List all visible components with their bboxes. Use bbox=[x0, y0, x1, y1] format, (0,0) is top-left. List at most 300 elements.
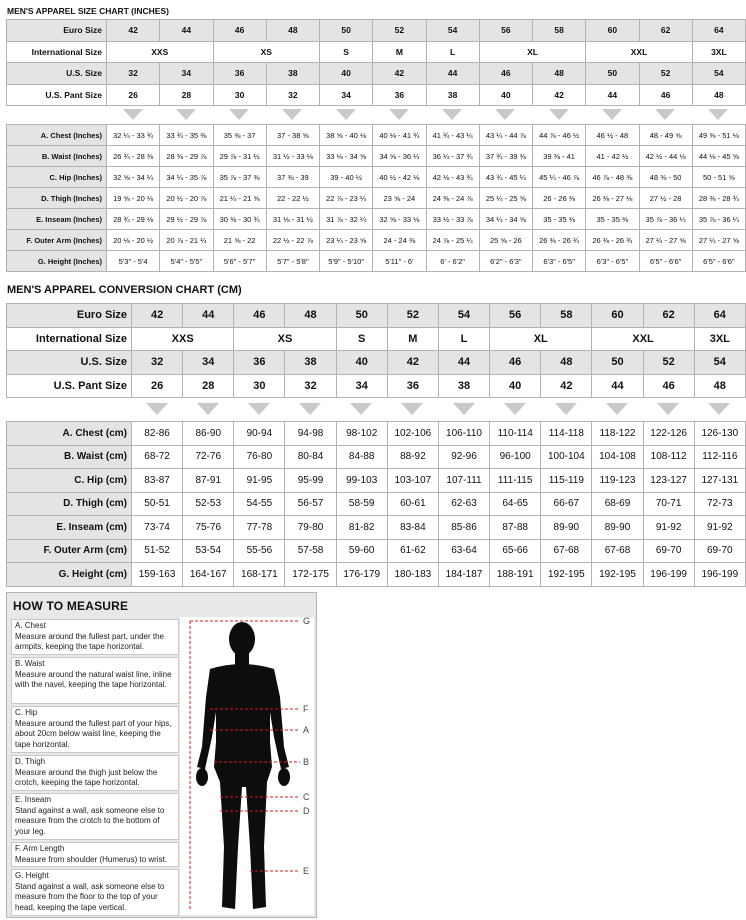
size-cell: S bbox=[320, 41, 373, 63]
measure-cell: 43 ¼ - 44 ⅞ bbox=[479, 125, 532, 146]
size-cell: 46 bbox=[479, 63, 532, 85]
measure-cell: 123-127 bbox=[643, 469, 694, 493]
row-label: International Size bbox=[7, 41, 107, 63]
measure-row bbox=[7, 188, 746, 209]
measure-cell: 67-68 bbox=[592, 539, 643, 563]
measure-instruction bbox=[11, 869, 179, 916]
measure-cell: 37 - 38 ⅝ bbox=[266, 125, 319, 146]
size-cell: 30 bbox=[234, 374, 285, 398]
row-label: D. Thigh (Inches) bbox=[7, 188, 107, 209]
measure-cell: 180-183 bbox=[387, 563, 438, 587]
measure-cell: 184-187 bbox=[438, 563, 489, 587]
down-arrow-icon bbox=[336, 402, 387, 416]
size-cell: 32 bbox=[132, 351, 183, 375]
size-cell: 54 bbox=[694, 351, 745, 375]
row-label: F. Outer Arm (Inches) bbox=[7, 230, 107, 251]
inch-measure-table bbox=[6, 124, 746, 272]
row-label: Euro Size bbox=[7, 304, 132, 328]
measure-cell: 91-92 bbox=[694, 516, 745, 540]
size-cell: 46 bbox=[234, 304, 285, 328]
row-label: G. Height (Inches) bbox=[7, 251, 107, 272]
size-cell: 34 bbox=[160, 63, 213, 85]
measure-cell: 35 ⅞ - 36 ¼ bbox=[639, 209, 692, 230]
size-cell: 50 bbox=[336, 304, 387, 328]
size-row bbox=[7, 327, 746, 351]
size-row bbox=[7, 84, 746, 106]
measure-cell: 49 ⅝ - 51 ⅛ bbox=[692, 125, 745, 146]
measure-cell: 90-94 bbox=[234, 422, 285, 446]
measure-cell: 112-116 bbox=[694, 445, 745, 469]
down-arrow-icon bbox=[585, 107, 638, 121]
measure-cell: 106-110 bbox=[438, 422, 489, 446]
size-cell: 54 bbox=[692, 63, 745, 85]
measure-cell: 24 ⅞ - 25 ¼ bbox=[426, 230, 479, 251]
measure-cell: 46 ⅞ - 48 ⅜ bbox=[586, 167, 639, 188]
size-cell: 44 bbox=[426, 63, 479, 85]
size-cell: 32 bbox=[266, 84, 319, 106]
size-cell: 40 bbox=[479, 84, 532, 106]
measure-cell: 72-73 bbox=[694, 492, 745, 516]
measure-cell: 5'11" - 6' bbox=[373, 251, 426, 272]
measure-cell: 26 ⅜ - 26 ¾ bbox=[533, 230, 586, 251]
measure-cell: 27 ¼ - 27 ⅝ bbox=[639, 230, 692, 251]
size-cell: 56 bbox=[490, 304, 541, 328]
size-cell: 42 bbox=[541, 374, 592, 398]
measure-cell: 31 ½ - 33 ⅛ bbox=[266, 146, 319, 167]
size-cell: 38 bbox=[438, 374, 489, 398]
measure-cell: 80-84 bbox=[285, 445, 336, 469]
measure-cell: 26 - 26 ⅜ bbox=[533, 188, 586, 209]
size-cell: 48 bbox=[541, 351, 592, 375]
size-cell: 54 bbox=[426, 20, 479, 42]
measure-row bbox=[7, 516, 746, 540]
size-row bbox=[7, 63, 746, 85]
down-arrow-icon bbox=[387, 402, 438, 416]
down-arrow-icon bbox=[106, 107, 159, 121]
size-cell: XS bbox=[213, 41, 320, 63]
size-cell: 42 bbox=[132, 304, 183, 328]
measure-cell: 48 ⅜ - 50 bbox=[639, 167, 692, 188]
measure-cell: 20 ⅛ - 20 ½ bbox=[107, 230, 160, 251]
measure-cell: 6'3" - 6'5" bbox=[533, 251, 586, 272]
size-cell: 46 bbox=[213, 20, 266, 42]
measure-cell: 28 ⅜ - 29 ⅞ bbox=[160, 146, 213, 167]
measure-row bbox=[7, 469, 746, 493]
measure-cell: 159-163 bbox=[132, 563, 183, 587]
down-arrow-icon bbox=[266, 107, 319, 121]
size-cell: L bbox=[438, 327, 489, 351]
size-cell: 44 bbox=[438, 351, 489, 375]
row-label: B. Waist (cm) bbox=[7, 445, 132, 469]
measure-cell: 46 ½ - 48 bbox=[586, 125, 639, 146]
measure-cell: 63-64 bbox=[438, 539, 489, 563]
measure-cell: 40 ½ - 42 ⅛ bbox=[373, 167, 426, 188]
measure-cell: 118-122 bbox=[592, 422, 643, 446]
row-label: D. Thigh (cm) bbox=[7, 492, 132, 516]
size-cell: 56 bbox=[479, 20, 532, 42]
size-cell: XXS bbox=[107, 41, 214, 63]
measure-cell: 91-95 bbox=[234, 469, 285, 493]
down-arrow-icon bbox=[319, 107, 372, 121]
down-arrow-icon bbox=[540, 402, 591, 416]
size-cell: 32 bbox=[285, 374, 336, 398]
measure-cell: 27 ¼ - 27 ⅝ bbox=[692, 230, 745, 251]
measure-cell: 44 ⅛ - 45 ⅝ bbox=[692, 146, 745, 167]
size-cell: 28 bbox=[160, 84, 213, 106]
down-arrow-icon bbox=[639, 107, 692, 121]
measure-instructions bbox=[11, 619, 179, 918]
measure-cell: 25 ¼ - 25 ⅝ bbox=[479, 188, 532, 209]
measure-cell: 87-91 bbox=[183, 469, 234, 493]
down-arrow-icon bbox=[284, 402, 335, 416]
measure-cell: 107-111 bbox=[438, 469, 489, 493]
measure-cell: 43 ¾ - 45 ¼ bbox=[479, 167, 532, 188]
measure-cell: 50 - 51 ⅝ bbox=[692, 167, 745, 188]
measure-cell: 50-51 bbox=[132, 492, 183, 516]
measure-cell: 34 ¼ - 35 ⅞ bbox=[160, 167, 213, 188]
measure-cell: 24 - 24 ⅜ bbox=[373, 230, 426, 251]
measure-cell: 172-175 bbox=[285, 563, 336, 587]
measure-cell: 26 ¾ - 28 ⅜ bbox=[107, 146, 160, 167]
row-label: A. Chest (Inches) bbox=[7, 125, 107, 146]
size-cell: 44 bbox=[183, 304, 234, 328]
measure-cell: 114-118 bbox=[541, 422, 592, 446]
measure-cell: 34 ⅝ - 36 ¼ bbox=[373, 146, 426, 167]
size-cell: XXL bbox=[586, 41, 693, 63]
size-cell: 32 bbox=[107, 63, 160, 85]
measure-cell: 168-171 bbox=[234, 563, 285, 587]
measure-cell: 20 ½ - 20 ⅞ bbox=[160, 188, 213, 209]
measure-cell: 32 ¼ - 33 ¾ bbox=[107, 125, 160, 146]
measure-cell: 61-62 bbox=[387, 539, 438, 563]
measure-cell: 188-191 bbox=[490, 563, 541, 587]
size-cell: 42 bbox=[107, 20, 160, 42]
measure-cell: 56-57 bbox=[285, 492, 336, 516]
measure-cell: 73-74 bbox=[132, 516, 183, 540]
measure-heading: A. Chest bbox=[15, 621, 46, 630]
measure-cell: 196-199 bbox=[694, 563, 745, 587]
row-label: C. Hip (Inches) bbox=[7, 167, 107, 188]
measure-cell: 196-199 bbox=[643, 563, 694, 587]
measure-cell: 40 ⅛ - 41 ¾ bbox=[373, 125, 426, 146]
measure-cell: 33 ⅛ - 34 ⅝ bbox=[320, 146, 373, 167]
measure-cell: 115-119 bbox=[541, 469, 592, 493]
measure-text: Measure from shoulder (Humerus) to wrist. bbox=[15, 854, 168, 864]
down-arrow-icon bbox=[159, 107, 212, 121]
size-cell: XL bbox=[490, 327, 592, 351]
measure-cell: 68-72 bbox=[132, 445, 183, 469]
measure-row bbox=[7, 251, 746, 272]
size-row bbox=[7, 41, 746, 63]
measure-cell: 89-90 bbox=[541, 516, 592, 540]
measure-cell: 89-90 bbox=[592, 516, 643, 540]
measure-instruction bbox=[11, 793, 179, 840]
cm-size-table bbox=[6, 303, 746, 398]
measure-instruction bbox=[11, 842, 179, 867]
size-cell: 48 bbox=[266, 20, 319, 42]
size-cell: 26 bbox=[132, 374, 183, 398]
size-cell: 38 bbox=[426, 84, 479, 106]
measure-cell: 20 ⅞ - 21 ¼ bbox=[160, 230, 213, 251]
size-cell: 42 bbox=[387, 351, 438, 375]
size-row bbox=[7, 20, 746, 42]
down-arrow-icon bbox=[694, 402, 745, 416]
down-arrow-icon bbox=[233, 402, 284, 416]
size-row bbox=[7, 304, 746, 328]
measure-cell: 92-96 bbox=[438, 445, 489, 469]
measure-cell: 126-130 bbox=[694, 422, 745, 446]
measure-cell: 100-104 bbox=[541, 445, 592, 469]
size-cell: 34 bbox=[336, 374, 387, 398]
down-arrow-icon bbox=[643, 402, 694, 416]
size-row bbox=[7, 351, 746, 375]
measure-cell: 5'3" - 5'4 bbox=[107, 251, 160, 272]
row-label: International Size bbox=[7, 327, 132, 351]
measure-cell: 68-69 bbox=[592, 492, 643, 516]
measure-row bbox=[7, 230, 746, 251]
inch-arrow-row bbox=[106, 107, 745, 121]
measure-cell: 48 - 49 ⅝ bbox=[639, 125, 692, 146]
measure-cell: 164-167 bbox=[183, 563, 234, 587]
measure-cell: 37 ¾ - 39 ⅜ bbox=[479, 146, 532, 167]
measure-cell: 110-114 bbox=[490, 422, 541, 446]
measure-cell: 75-76 bbox=[183, 516, 234, 540]
measure-cell: 6'5" - 6'6" bbox=[639, 251, 692, 272]
measure-row bbox=[7, 125, 746, 146]
row-label: U.S. Size bbox=[7, 351, 132, 375]
measure-cell: 51-52 bbox=[132, 539, 183, 563]
measure-cell: 27 ½ - 28 bbox=[639, 188, 692, 209]
size-cell: S bbox=[336, 327, 387, 351]
measure-row bbox=[7, 539, 746, 563]
measure-cell: 85-86 bbox=[438, 516, 489, 540]
row-label: E. Inseam (Inches) bbox=[7, 209, 107, 230]
size-cell: 38 bbox=[285, 351, 336, 375]
measure-cell: 104-108 bbox=[592, 445, 643, 469]
measure-cell: 64-65 bbox=[490, 492, 541, 516]
size-cell: 42 bbox=[533, 84, 586, 106]
measure-cell: 5'4" - 5'5" bbox=[160, 251, 213, 272]
size-row bbox=[7, 374, 746, 398]
measure-cell: 31 ⅛ - 31 ½ bbox=[266, 209, 319, 230]
measure-cell: 102-106 bbox=[387, 422, 438, 446]
size-cell: XS bbox=[234, 327, 336, 351]
measure-heading: F. Arm Length bbox=[15, 844, 65, 853]
measure-cell: 84-88 bbox=[336, 445, 387, 469]
measure-cell: 60-61 bbox=[387, 492, 438, 516]
measure-text: Measure around the thigh just below the crotch, keeping the tape horizontal. bbox=[15, 767, 158, 787]
size-cell: 28 bbox=[183, 374, 234, 398]
measure-cell: 58-59 bbox=[336, 492, 387, 516]
inch-chart-title: MEN'S APPAREL SIZE CHART (INCHES) bbox=[7, 6, 169, 16]
size-cell: 62 bbox=[639, 20, 692, 42]
measure-label: G bbox=[303, 617, 311, 626]
measure-cell: 5'6" - 5'7" bbox=[213, 251, 266, 272]
measure-cell: 35 - 35 ⅜ bbox=[533, 209, 586, 230]
measure-cell: 98-102 bbox=[336, 422, 387, 446]
measure-text: Measure around the fullest part of your hips, about 20cm below waist line, keeping the tape horizontal. bbox=[15, 718, 172, 749]
measure-cell: 57-58 bbox=[285, 539, 336, 563]
row-label: C. Hip (cm) bbox=[7, 469, 132, 493]
measure-cell: 55-56 bbox=[234, 539, 285, 563]
measure-cell: 35 ⅞ - 36 ¼ bbox=[692, 209, 745, 230]
down-arrow-icon bbox=[438, 402, 489, 416]
size-cell: 58 bbox=[533, 20, 586, 42]
measure-instruction bbox=[11, 619, 179, 655]
measure-label: C bbox=[303, 792, 310, 802]
size-cell: M bbox=[387, 327, 438, 351]
size-cell: 62 bbox=[643, 304, 694, 328]
size-cell: L bbox=[426, 41, 479, 63]
measure-cell: 5'7" - 5'8" bbox=[266, 251, 319, 272]
measure-cell: 70-71 bbox=[643, 492, 694, 516]
size-cell: XL bbox=[479, 41, 586, 63]
measure-heading: G. Height bbox=[15, 871, 49, 880]
measure-cell: 83-84 bbox=[387, 516, 438, 540]
size-cell: 42 bbox=[373, 63, 426, 85]
measure-cell: 6'5" - 6'6" bbox=[692, 251, 745, 272]
measure-cell: 24 ⅜ - 24 ⅞ bbox=[426, 188, 479, 209]
row-label: A. Chest (cm) bbox=[7, 422, 132, 446]
measure-cell: 108-112 bbox=[643, 445, 694, 469]
size-cell: 36 bbox=[373, 84, 426, 106]
measure-cell: 35 - 35 ⅜ bbox=[586, 209, 639, 230]
row-label: E. Inseam (cm) bbox=[7, 516, 132, 540]
size-cell: 48 bbox=[285, 304, 336, 328]
measure-cell: 96-100 bbox=[490, 445, 541, 469]
measure-cell: 28 ¾ - 29 ⅛ bbox=[107, 209, 160, 230]
measure-text: Stand against a wall, ask someone else to measure from the floor to the top of your head, keeping the tape vertical. bbox=[15, 881, 165, 912]
size-cell: 3XL bbox=[694, 327, 745, 351]
measure-cell: 31 ⅞ - 32 ¼ bbox=[320, 209, 373, 230]
measure-cell: 52-53 bbox=[183, 492, 234, 516]
down-arrow-icon bbox=[182, 402, 233, 416]
measure-cell: 22 ⅞ - 23 ¼ bbox=[320, 188, 373, 209]
measure-cell: 23 ¼ - 23 ⅝ bbox=[320, 230, 373, 251]
size-cell: XXS bbox=[132, 327, 234, 351]
measure-instruction bbox=[11, 657, 179, 704]
size-cell: 44 bbox=[160, 20, 213, 42]
row-label: U.S. Size bbox=[7, 63, 107, 85]
size-cell: 52 bbox=[643, 351, 694, 375]
measure-cell: 82-86 bbox=[132, 422, 183, 446]
size-cell: 52 bbox=[387, 304, 438, 328]
measure-cell: 33 ½ - 33 ⅞ bbox=[426, 209, 479, 230]
measure-cell: 6' - 6'2" bbox=[426, 251, 479, 272]
size-cell: 40 bbox=[320, 63, 373, 85]
size-cell: 50 bbox=[592, 351, 643, 375]
measure-row bbox=[7, 209, 746, 230]
how-to-measure-title: HOW TO MEASURE bbox=[13, 599, 129, 613]
measure-cell: 72-76 bbox=[183, 445, 234, 469]
measure-cell: 42 ⅛ - 43 ¾ bbox=[426, 167, 479, 188]
measure-cell: 45 ¼ - 46 ⅞ bbox=[533, 167, 586, 188]
measure-cell: 30 ⅜ - 30 ¾ bbox=[213, 209, 266, 230]
measure-instruction bbox=[11, 755, 179, 791]
how-to-measure-panel bbox=[6, 592, 317, 918]
measure-cell: 176-179 bbox=[336, 563, 387, 587]
measure-cell: 66-67 bbox=[541, 492, 592, 516]
measure-cell: 39 ⅜ - 41 bbox=[533, 146, 586, 167]
measure-cell: 69-70 bbox=[643, 539, 694, 563]
down-arrow-icon bbox=[591, 402, 642, 416]
measure-heading: C. Hip bbox=[15, 708, 38, 717]
measure-cell: 34 ¼ - 34 ⅝ bbox=[479, 209, 532, 230]
measure-cell: 81-82 bbox=[336, 516, 387, 540]
measure-cell: 35 ⅜ - 37 bbox=[213, 125, 266, 146]
measure-cell: 38 ⅝ - 40 ⅛ bbox=[320, 125, 373, 146]
measure-cell: 32 ⅝ - 33 ⅛ bbox=[373, 209, 426, 230]
measure-cell: 39 - 40 ½ bbox=[320, 167, 373, 188]
measure-cell: 86-90 bbox=[183, 422, 234, 446]
size-cell: 38 bbox=[266, 63, 319, 85]
measure-cell: 62-63 bbox=[438, 492, 489, 516]
size-cell: 60 bbox=[592, 304, 643, 328]
measure-row bbox=[7, 445, 746, 469]
measure-cell: 42 ½ - 44 ⅛ bbox=[639, 146, 692, 167]
size-cell: 54 bbox=[438, 304, 489, 328]
measure-cell: 77-78 bbox=[234, 516, 285, 540]
measure-cell: 5'9" - 5'10" bbox=[320, 251, 373, 272]
measure-cell: 76-80 bbox=[234, 445, 285, 469]
measure-row bbox=[7, 563, 746, 587]
measure-cell: 79-80 bbox=[285, 516, 336, 540]
measure-cell: 88-92 bbox=[387, 445, 438, 469]
measure-label: D bbox=[303, 806, 310, 816]
size-cell: 58 bbox=[541, 304, 592, 328]
size-cell: 46 bbox=[490, 351, 541, 375]
measure-cell: 32 ⅝ - 34 ¼ bbox=[107, 167, 160, 188]
measure-cell: 54-55 bbox=[234, 492, 285, 516]
measure-cell: 35 ⅞ - 37 ⅜ bbox=[213, 167, 266, 188]
measure-cell: 53-54 bbox=[183, 539, 234, 563]
size-cell: 3XL bbox=[692, 41, 745, 63]
row-label: G. Height (cm) bbox=[7, 563, 132, 587]
measure-heading: E. Inseam bbox=[15, 795, 52, 804]
down-arrow-icon bbox=[489, 402, 540, 416]
size-cell: 46 bbox=[643, 374, 694, 398]
row-label: U.S. Pant Size bbox=[7, 84, 107, 106]
measure-cell: 41 ¾ - 43 ¼ bbox=[426, 125, 479, 146]
down-arrow-icon bbox=[692, 107, 745, 121]
size-cell: 48 bbox=[692, 84, 745, 106]
size-cell: 36 bbox=[387, 374, 438, 398]
measure-cell: 94-98 bbox=[285, 422, 336, 446]
size-cell: 50 bbox=[586, 63, 639, 85]
measure-text: Measure around the fullest part, under the armpits, keeping the tape horizontal. bbox=[15, 631, 164, 651]
size-cell: 46 bbox=[639, 84, 692, 106]
size-cell: 40 bbox=[336, 351, 387, 375]
measure-heading: D. Thigh bbox=[15, 757, 46, 766]
measure-heading: B. Waist bbox=[15, 659, 45, 668]
measure-cell: 91-92 bbox=[643, 516, 694, 540]
measure-cell: 192-195 bbox=[541, 563, 592, 587]
measure-label: B bbox=[303, 757, 310, 767]
row-label: B. Waist (Inches) bbox=[7, 146, 107, 167]
measure-cell: 103-107 bbox=[387, 469, 438, 493]
measure-cell: 119-123 bbox=[592, 469, 643, 493]
size-cell: 44 bbox=[586, 84, 639, 106]
body-figure bbox=[180, 617, 314, 915]
row-label: U.S. Pant Size bbox=[7, 374, 132, 398]
measure-cell: 28 ⅜ - 28 ¾ bbox=[692, 188, 745, 209]
measure-cell: 87-88 bbox=[490, 516, 541, 540]
size-cell: 48 bbox=[533, 63, 586, 85]
down-arrow-icon bbox=[532, 107, 585, 121]
measure-cell: 44 ⅞ - 46 ½ bbox=[533, 125, 586, 146]
measure-cell: 95-99 bbox=[285, 469, 336, 493]
cm-chart-title: MEN'S APPAREL CONVERSION CHART (CM) bbox=[7, 284, 242, 296]
